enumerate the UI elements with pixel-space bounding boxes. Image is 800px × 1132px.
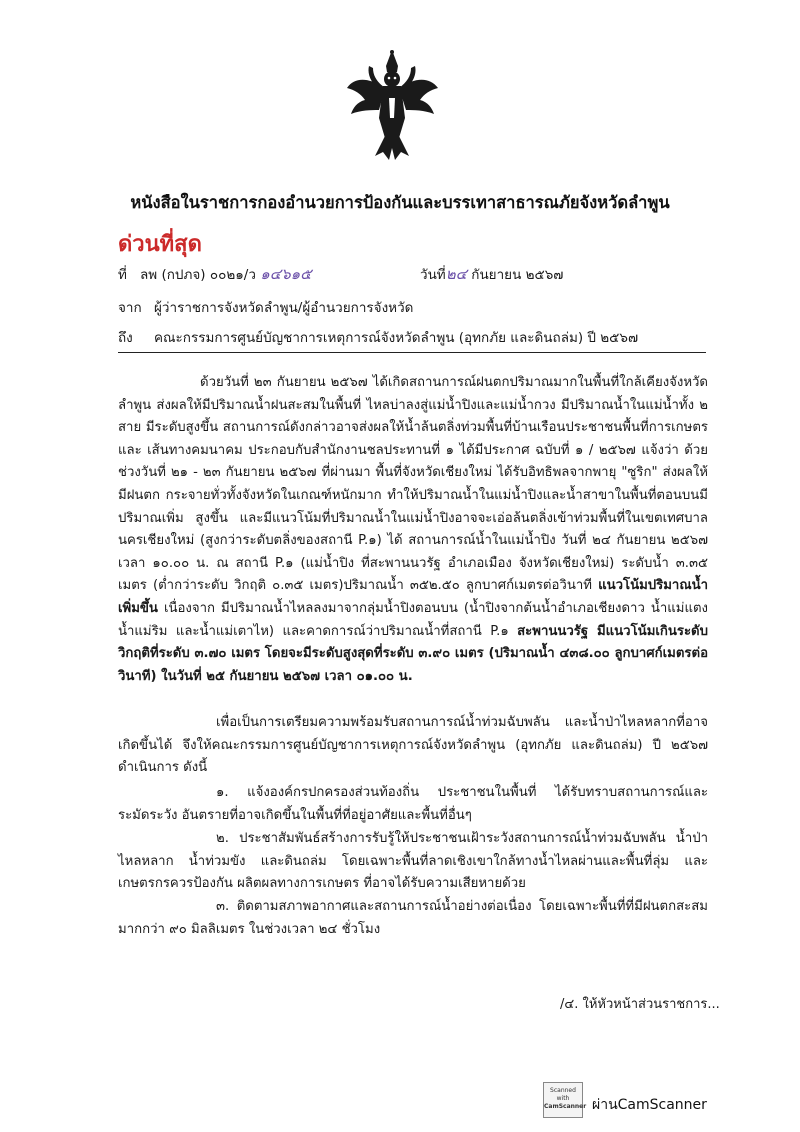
badge-line-2: CamScanner bbox=[544, 1103, 587, 1110]
to-label: ถึง bbox=[118, 330, 133, 346]
list-item-3: ๓. ติดตามสภาพอากาศและสถานการณ์น้ำอย่างต่อเนื่อง โดยเฉพาะพื้นที่ที่มีฝนตกสะสม มากกว่า ๙๐ มิลลิเมตร ในช่วงเวลา ๒๔ ชั่วโมง bbox=[118, 899, 708, 937]
list-item-1: ๑. แจ้งองค์กรปกครองส่วนท้องถิ่น ประชาชนในพื้นที่ ได้รับทราบสถานการณ์และระมัดระวัง อันตรายที่อาจเกิดขึ้นในพื้นที่ที่อยู่อาศัยและพื้นที่อื่นๆ bbox=[118, 785, 708, 823]
garuda-emblem-icon bbox=[345, 48, 440, 163]
to-row bbox=[118, 326, 638, 348]
from-label: จาก bbox=[118, 300, 142, 316]
reference-label: ที่ bbox=[118, 267, 127, 283]
body-paragraph-2: เพื่อเป็นการเตรียมความพร้อมรับสถานการณ์น้ำท่วมฉับพลัน และน้ำป่าไหลหลากที่อาจ เกิดขึ้นได้ จึงให้คณะกรรมการศูนย์บัญชาการเหตุการณ์จังหวัดลำพูน (อุทกภัย และดินถล่ม) ปี ๒๕๖๗ ดำเนินการ ดังนี้ bbox=[118, 715, 708, 776]
reference-handwritten-number: ๑๔๖๑๕ bbox=[260, 265, 312, 283]
para1-text-a: ด้วยวันที่ ๒๓ กันยายน ๒๕๖๗ ได้เกิดสถานการณ์ฝนตกปริมาณมากในพื้นที่ใกล้เคียงจังหวัดลำพูน ส่งผลให้มีปริมาณน้ำฝนสะสมในพื้นที่ ไหลบ่าลงสู่แม่น้ำปิงและแม่น้ำกวง มีปริมาณน้ำในแม่น้ำทั้ง ๒ สาย มีระดับสูงขึ้น สถานการณ์ดังกล่าวอาจส่งผลให้น้ำล้นตลิ่งท่วมพื้นที่บ้านเรือนประชาชนพื้นที่การเกษตรและ เส้นทางคมนาคม ประกอบกับสำนักงานชลประทานที่ ๑ ได้มีประกาศ ฉบับที่ ๑ / ๒๕๖๗ แจ้งว่า ด้วยช่วงวันที่ ๒๑ - ๒๓ กันยายน ๒๕๖๗ ที่ผ่านมา พื้นที่จังหวัดเชียงใหม่ ได้รับอิทธิพลจากพายุ "ซูริก" ส่งผลให้มีฝนตก กระจายทั่วทั้งจังหวัดในเกณฑ์หนักมาก ทำให้ปริมาณน้ำในแม่น้ำปิงและน้ำสาขาในพื้นที่ตอนบนมีปริมาณเพิ่ม สูงขึ้น และมีแนวโน้มที่ปริมาณน้ำในแม่น้ำปิงอาจจะเอ่อล้นตลิ่งเข้าท่วมพื้นที่ในเขตเทศบาลนครเชียงใหม่ (สูงกว่าระดับตลิ่งของสถานี P.๑) ได้ สถานการณ์น้ำในแม่น้ำปิง วันที่ ๒๔ กันยายน ๒๕๖๗ เวลา ๑๐.๐๐ น. ณ สถานี P.๑ (แม่น้ำปิง ที่สะพานนวรัฐ อำเภอเมือง จังหวัดเชียงใหม่) ระดับน้ำ ๓.๓๕ เมตร (ต่ำกว่าระดับ วิกฤติ ๐.๓๕ เมตร)ปริมาณน้ำ ๓๕๒.๕๐ ลูกบาศก์เมตรต่อวินาที bbox=[118, 375, 708, 594]
from-value: ผู้ว่าราชการจังหวัดลำพูน/ผู้อำนวยการจังหวัด bbox=[154, 300, 414, 316]
date-label: วันที่ bbox=[420, 267, 446, 283]
camscanner-badge bbox=[543, 1082, 587, 1118]
document-title: หนังสือในราชการกองอำนวยการป้องกันและบรรเทาสาธารณภัยจังหวัดลำพูน bbox=[130, 193, 670, 212]
urgency-label: ด่วนที่สุด bbox=[118, 232, 202, 257]
camscanner-text: ผ่านCamScanner bbox=[592, 1097, 707, 1113]
continuation-note: /๔. ให้หัวหน้าส่วนราชการ... bbox=[560, 997, 720, 1012]
header-divider bbox=[118, 352, 706, 353]
para1-bold-a: แนวโน้มปริมาณน้ำเพิ่มขึ้น bbox=[118, 578, 708, 616]
para1-text-b: เนื่องจาก มีปริมาณน้ำไหลลงมาจากลุ่มน้ำปิงตอนบน (น้ำปิงจากต้นน้ำอำเภอเชียงดาว น้ำแม่แตง น้ำแม่ริม และน้ำแม่เตาไห) และคาดการณ์ว่าปริมาณน้ำที่สถานี P.๑ bbox=[118, 600, 708, 639]
reference-row bbox=[118, 262, 312, 286]
date-rest: กันยายน ๒๕๖๗ bbox=[471, 267, 564, 283]
date-row bbox=[420, 262, 563, 286]
para1-bold-b: สะพานนวรัฐ มีแนวโน้มเกินระดับวิกฤติที่ระดับ ๓.๗๐ เมตร โดยจะมีระดับสูงสุดที่ระดับ ๓.๙๐ เมตร (ปริมาณน้ำ ๔๓๘.๐๐ ลูกบาศก์เมตรต่อวินาที) ในวันที่ ๒๕ กันยายน ๒๕๖๗ เวลา ๐๑.๐๐ น. bbox=[118, 623, 708, 684]
from-row bbox=[118, 296, 413, 318]
reference-number: ลพ (กปภจ) ๐๐๒๑/ว bbox=[140, 267, 256, 283]
badge-line-1: Scanned with bbox=[550, 1087, 576, 1102]
list-item-2: ๒. ประชาสัมพันธ์สร้างการรับรู้ให้ประชาชนเฝ้าระวังสถานการณ์น้ำท่วมฉับพลัน น้ำป่าไหลหลาก น้ำท่วมขัง และดินถล่ม โดยเฉพาะพื้นที่ลาดเชิงเขาใกล้ทางน้ำไหลผ่านและพื้นที่ลุ่ม และเกษตรกรควรป้องกัน ผลิตผลทางการเกษตร ที่อาจได้รับความเสียหายด้วย bbox=[118, 831, 708, 892]
to-value: คณะกรรมการศูนย์บัญชาการเหตุการณ์จังหวัดลำพูน (อุทกภัย และดินถล่ม) ปี ๒๕๖๗ bbox=[154, 330, 639, 346]
body-paragraph-1 bbox=[118, 372, 708, 688]
date-handwritten-day: ๒๔ bbox=[445, 265, 467, 283]
